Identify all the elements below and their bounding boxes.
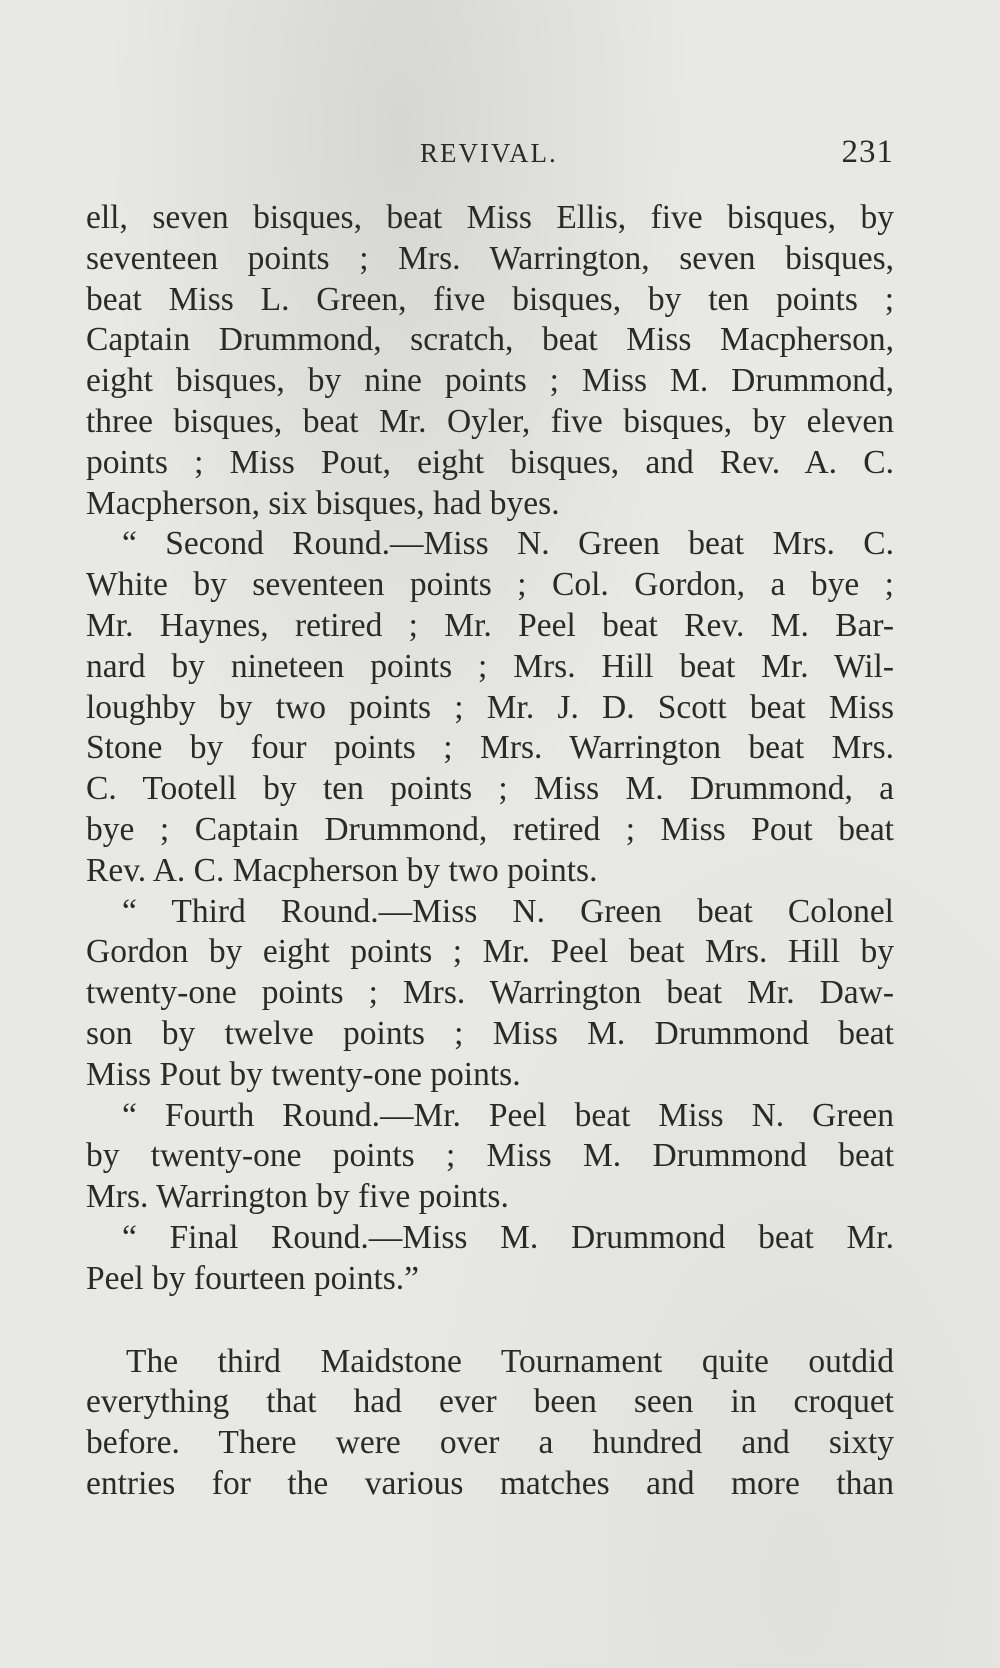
text-line: The third Maidstone Tournament quite outdid [126,1342,894,1380]
paragraph-gap [86,1300,894,1342]
running-head [86,134,894,174]
text-line: Mr. Haynes, retired ; Mr. Peel beat Rev. M. Bar- [86,606,894,644]
text-line: everything that had ever been seen in croquet [86,1383,894,1421]
paragraph-final-round [86,1218,894,1300]
text-line: Gordon by eight points ; Mr. Peel beat Mrs. Hill by [86,933,894,971]
text-line: “ Fourth Round.—Mr. Peel beat Miss N. Green [122,1096,894,1134]
text-line: Miss Pout by twenty-one points. [86,1055,521,1093]
text-line: three bisques, beat Mr. Oyler, five bisques, by eleven [86,402,894,440]
text-line: Stone by four points ; Mrs. Warrington beat Mrs. [86,729,894,767]
paragraph-third-round [86,892,894,1096]
page-number: 231 [841,134,894,170]
text-line: by twenty-one points ; Miss M. Drummond beat [86,1137,894,1175]
text-line: nard by nineteen points ; Mrs. Hill beat Mr. Wil- [86,647,894,685]
text-line: seventeen points ; Mrs. Warrington, seven bisques, [86,239,894,277]
text-line: White by seventeen points ; Col. Gordon, a bye ; [86,566,894,604]
text-line: ell, seven bisques, beat Miss Ellis, five bisques, by [86,199,894,236]
text-line: points ; Miss Pout, eight bisques, and Rev. A. C. [86,443,894,481]
paragraph-maidstone [86,1342,894,1505]
text-line: Mrs. Warrington by five points. [86,1178,509,1216]
text-line: Macpherson, six bisques, had byes. [86,484,560,522]
text-line: Captain Drummond, scratch, beat Miss Macpherson, [86,321,894,359]
running-title: REVIVAL. [420,138,558,168]
paragraph-second-round [86,524,894,891]
text-line: bye ; Captain Drummond, retired ; Miss Pout beat [86,810,894,848]
text-line: “ Third Round.—Miss N. Green beat Colonel [122,892,894,930]
text-line: entries for the various matches and more than [86,1464,894,1502]
text-line: “ Second Round.—Miss N. Green beat Mrs. C. [122,525,894,563]
paragraph-fourth-round [86,1096,894,1218]
text-line: twenty-one points ; Mrs. Warrington beat Mr. Daw- [86,974,894,1012]
text-line: C. Tootell by ten points ; Miss M. Drummond, a [86,770,894,808]
text-line: Peel by fourteen points.” [86,1259,420,1297]
body-text [86,198,894,1505]
text-line: son by twelve points ; Miss M. Drummond beat [86,1014,894,1052]
text-line: Rev. A. C. Macpherson by two points. [86,851,598,889]
text-line: beat Miss L. Green, five bisques, by ten points ; [86,280,894,318]
text-line: “ Final Round.—Miss M. Drummond beat Mr. [122,1218,894,1256]
text-line: eight bisques, by nine points ; Miss M. Drummond, [86,362,894,400]
paragraph-continuation [86,198,894,524]
text-line: before. There were over a hundred and sixty [86,1424,894,1462]
text-line: loughby by two points ; Mr. J. D. Scott beat Miss [86,688,894,726]
